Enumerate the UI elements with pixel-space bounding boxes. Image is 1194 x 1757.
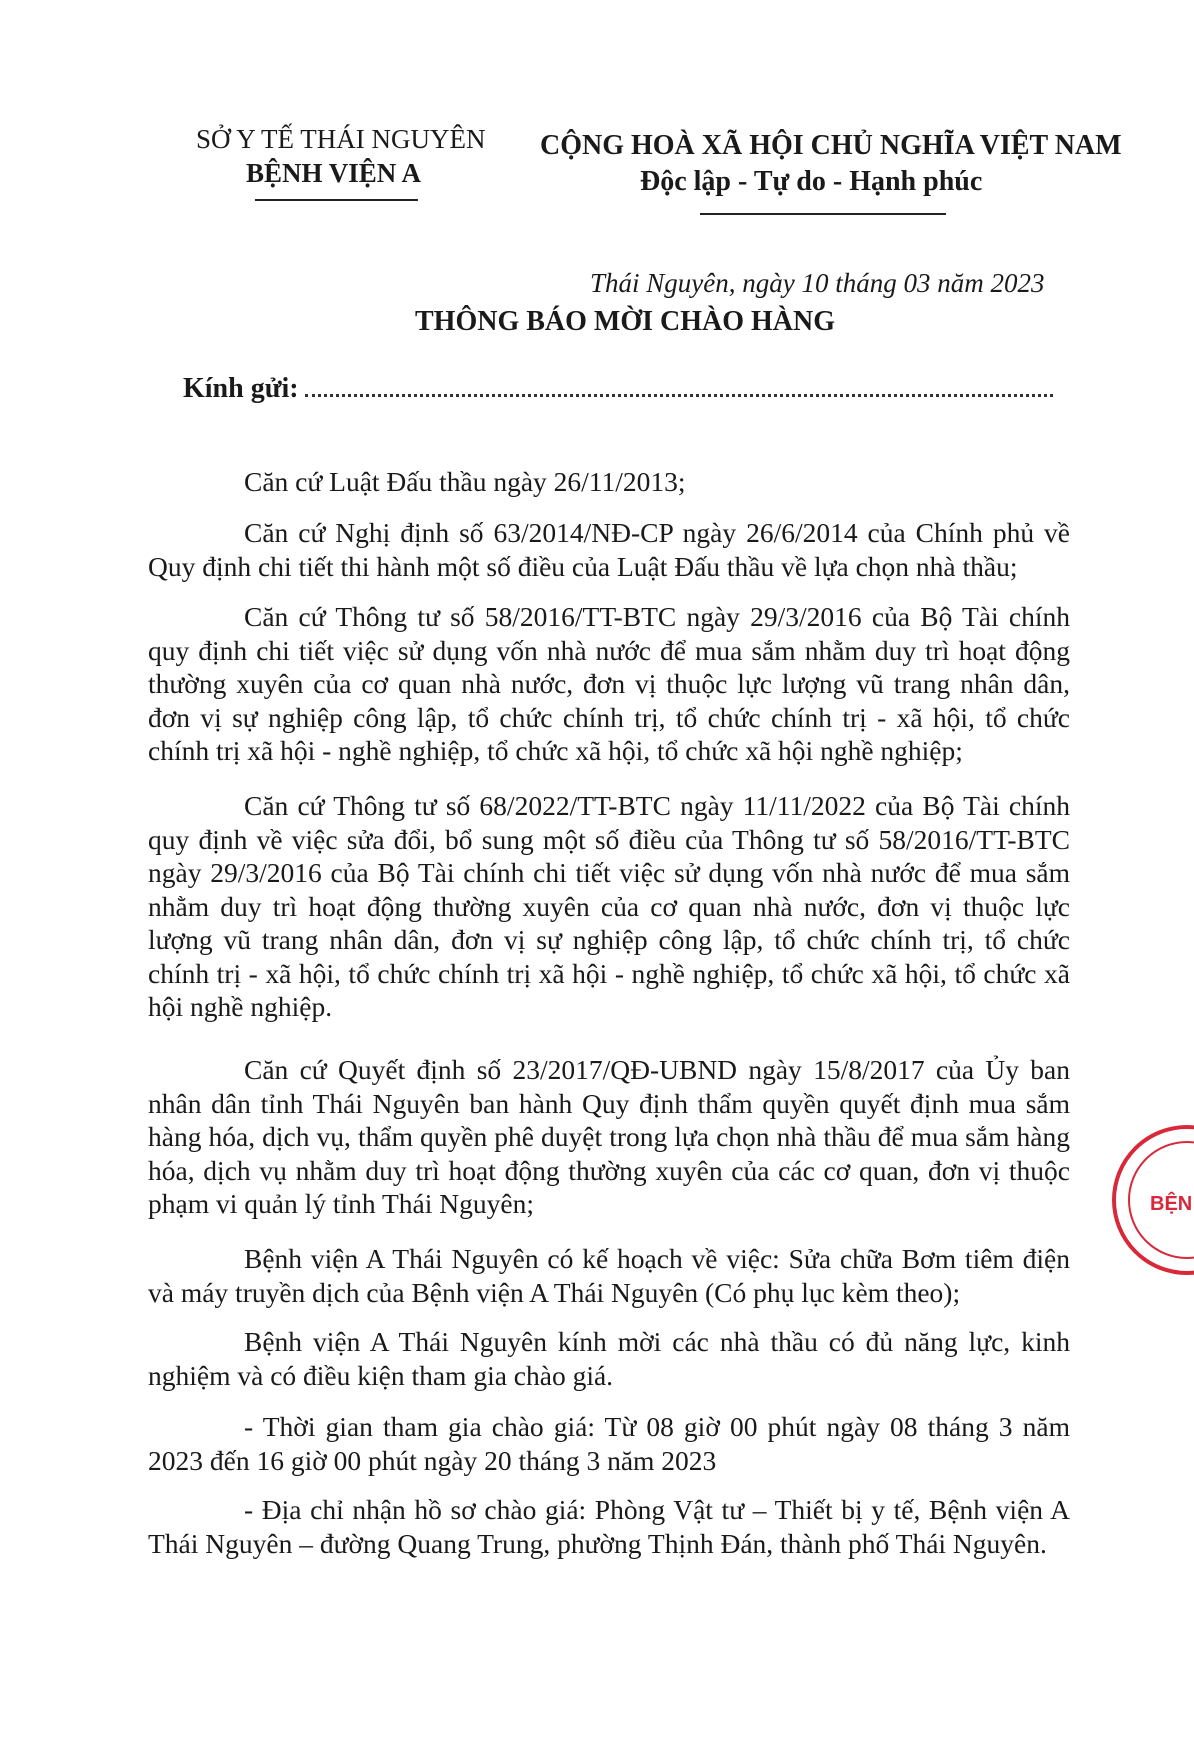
legal-basis-paragraph: Căn cứ Thông tư số 58/2016/TT-BTC ngày 29/3/2016 của Bộ Tài chính quy định chi tiết việc sử dụng vốn nhà nước để mua sắm nhằm duy trì hoạt động thường xuyên của cơ quan nhà nước, đơn vị thuộc lực lượng vũ trang nhân dân, đơn vị sự nghiệp công lập, tổ chức chính trị, tổ chức chính trị - xã hội, tổ chức chính trị xã hội - nghề nghiệp, tổ chức xã hội, tổ chức xã hội nghề nghiệp;: [148, 601, 1070, 766]
recipient-label: Kính gửi:: [183, 373, 299, 404]
national-title: CỘNG HOÀ XÃ HỘI CHỦ NGHĨA VIỆT NAM: [540, 130, 1122, 161]
date-line: Thái Nguyên, ngày 10 tháng 03 năm 2023: [590, 268, 1045, 298]
recipient-line: [183, 372, 1053, 405]
organization-underline: [255, 199, 418, 201]
legal-basis-paragraph: Căn cứ Thông tư số 68/2022/TT-BTC ngày 11/11/2022 của Bộ Tài chính quy định về việc sửa đổi, bổ sung một số điều của Thông tư số 58/2016/TT-BTC ngày 29/3/2016 của Bộ Tài chính chi tiết việc sử dụng vốn nhà nước để mua sắm nhằm duy trì hoạt động thường xuyên của cơ quan nhà nước, đơn vị thuộc lực lượng vũ trang nhân dân, đơn vị sự nghiệp công lập, tổ chức chính trị, tổ chức chính trị - xã hội, tổ chức chính trị xã hội - nghề nghiệp, tổ chức xã hội, tổ chức xã hội nghề nghiệp.: [148, 790, 1070, 1022]
submission-address-paragraph: - Địa chỉ nhận hồ sơ chào giá: Phòng Vật tư – Thiết bị y tế, Bệnh viện A Thái Nguyên – đường Quang Trung, phường Thịnh Đán, thành phố Thái Nguyên.: [148, 1494, 1070, 1559]
seal-text: BỆN: [1150, 1193, 1193, 1215]
legal-basis-paragraph: Căn cứ Nghị định số 63/2014/NĐ-CP ngày 26/6/2014 của Chính phủ về Quy định chi tiết thi hành một số điều của Luật Đấu thầu về lựa chọn nhà thầu;: [148, 517, 1070, 582]
organization-name: BỆNH VIỆN A: [246, 158, 422, 188]
recipient-blank: [305, 372, 1053, 397]
invitation-paragraph: Bệnh viện A Thái Nguyên kính mời các nhà thầu có đủ năng lực, kinh nghiệm và có điều kiện tham gia chào giá.: [148, 1326, 1070, 1391]
motto-underline: [700, 213, 946, 215]
document-title: THÔNG BÁO MỜI CHÀO HÀNG: [415, 306, 836, 337]
legal-basis-paragraph: Căn cứ Quyết định số 23/2017/QĐ-UBND ngày 15/8/2017 của Ủy ban nhân dân tỉnh Thái Nguyên ban hành Quy định thẩm quyền quyết định mua sắm hàng hóa, dịch vụ, thẩm quyền phê duyệt trong lựa chọn nhà thầu để mua sắm hàng hóa, dịch vụ nhằm duy trì hoạt động thường xuyên của các cơ quan, đơn vị thuộc phạm vi quản lý tỉnh Thái Nguyên;: [148, 1054, 1070, 1219]
parent-organization: SỞ Y TẾ THÁI NGUYÊN: [196, 124, 486, 154]
red-seal-stamp: [1112, 1125, 1194, 1275]
legal-basis-paragraph: Căn cứ Luật Đấu thầu ngày 26/11/2013;: [244, 466, 686, 497]
national-motto: Độc lập - Tự do - Hạnh phúc: [640, 166, 983, 197]
plan-paragraph: Bệnh viện A Thái Nguyên có kế hoạch về việc: Sửa chữa Bơm tiêm điện và máy truyền dịch của Bệnh viện A Thái Nguyên (Có phụ lục kèm theo);: [148, 1243, 1070, 1308]
quotation-time-paragraph: - Thời gian tham gia chào giá: Từ 08 giờ 00 phút ngày 08 tháng 3 năm 2023 đến 16 giờ 00 phút ngày 20 tháng 3 năm 2023: [148, 1411, 1070, 1476]
